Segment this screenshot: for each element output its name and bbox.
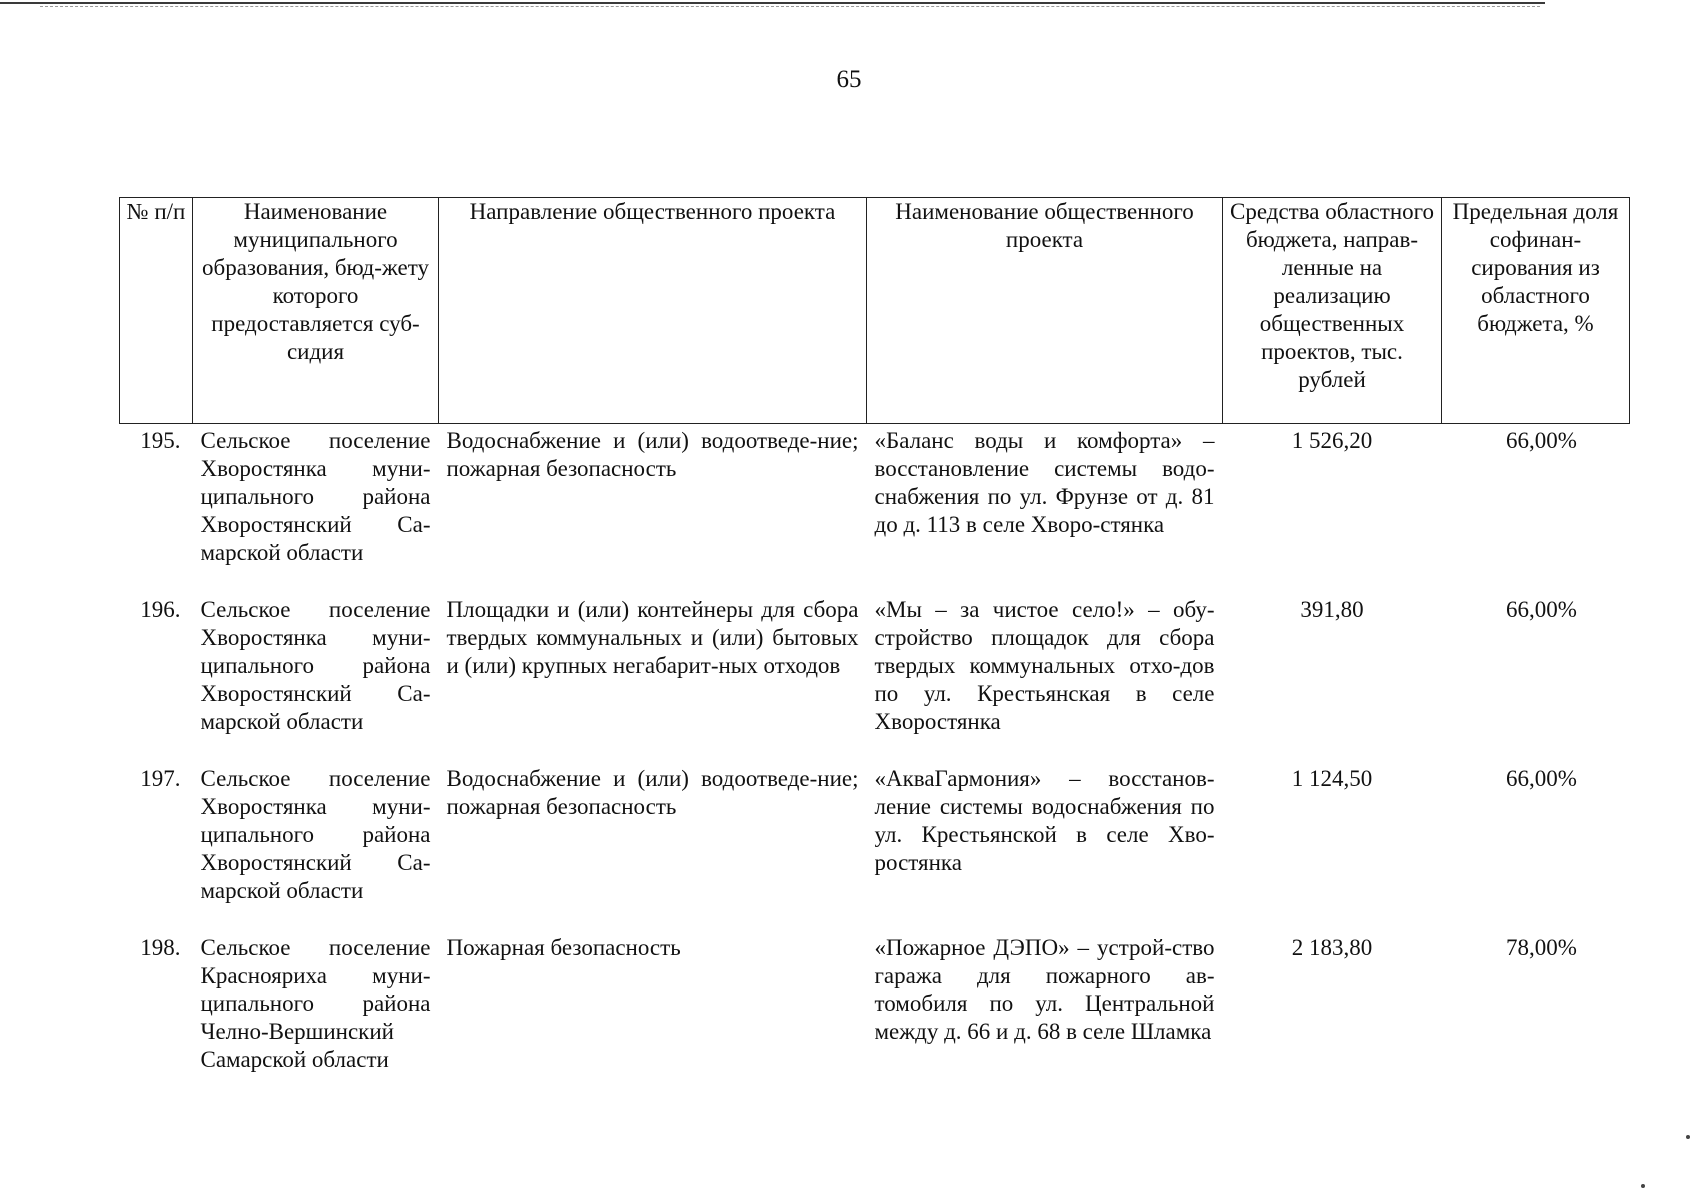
share-cell: 78,00% bbox=[1506, 935, 1577, 960]
project-cell: «Мы – за чистое село!» – обу-стройство площадок для сбора твердых коммунальных отхо-дов по ул. Крестьянская в селе Хворостянка bbox=[874, 597, 1215, 734]
direction-cell: Площадки и (или) контейнеры для сбора твердых коммунальных и (или) бытовых и (или) крупных негабарит-ных отходов bbox=[446, 597, 859, 678]
header-municipality: Наименование муниципального образования, бюд-жету которого предоставляется суб-сидия bbox=[193, 198, 439, 424]
project-cell: «АкваГармония» – восстанов-ление системы водоснабжения по ул. Крестьянской в селе Хво-ростянка bbox=[874, 766, 1215, 875]
scan-edge-line bbox=[0, 2, 1545, 4]
share-cell: 66,00% bbox=[1506, 766, 1577, 791]
table-body bbox=[120, 424, 1630, 1101]
amount-cell: 1 124,50 bbox=[1291, 766, 1373, 791]
table-row bbox=[120, 931, 1630, 1100]
page-number: 65 bbox=[836, 66, 862, 93]
direction-cell: Водоснабжение и (или) водоотведе-ние; пожарная безопасность bbox=[446, 428, 859, 481]
municipality-cell: Сельское поселение Хворостянка муни-ципального района Хворостянский Са-марской области bbox=[200, 428, 431, 565]
amount-cell: 2 183,80 bbox=[1291, 935, 1373, 960]
table-row bbox=[120, 762, 1630, 931]
project-cell: «Баланс воды и комфорта» – восстановление системы водо-снабжения по ул. Фрунзе от д. 81 до д. 113 в селе Хворо-стянка bbox=[874, 428, 1215, 537]
scan-edge-artifact bbox=[40, 6, 1540, 7]
share-cell: 66,00% bbox=[1506, 428, 1577, 453]
header-direction: Направление общественного проекта bbox=[439, 198, 867, 424]
municipality-cell: Сельское поселение Краснояриха муни-ципального района Челно-Вершинский Самарской области bbox=[200, 935, 431, 1072]
subsidy-table bbox=[119, 197, 1630, 1100]
direction-cell: Водоснабжение и (или) водоотведе-ние; пожарная безопасность bbox=[446, 766, 859, 819]
row-number: 196. bbox=[140, 597, 181, 622]
project-cell: «Пожарное ДЭПО» – устрой-ство гаража для пожарного ав-томобиля по ул. Центральной между д. 66 и д. 68 в селе Шламка bbox=[874, 935, 1215, 1044]
table-row bbox=[120, 424, 1630, 594]
header-amount: Средства областного бюджета, направ-ленные на реализацию общественных проектов, тыс. рублей bbox=[1223, 198, 1442, 424]
header-number: № п/п bbox=[120, 198, 193, 424]
table-row bbox=[120, 593, 1630, 762]
amount-cell: 1 526,20 bbox=[1291, 428, 1373, 453]
row-number: 195. bbox=[140, 428, 181, 453]
municipality-cell: Сельское поселение Хворостянка муни-ципального района Хворостянский Са-марской области bbox=[200, 766, 431, 903]
header-row bbox=[120, 198, 1630, 424]
row-number: 197. bbox=[140, 766, 181, 791]
amount-cell: 391,80 bbox=[1300, 597, 1364, 622]
direction-cell: Пожарная безопасность bbox=[446, 935, 681, 960]
table-header bbox=[120, 198, 1630, 424]
scan-speck bbox=[1686, 1135, 1690, 1139]
row-number: 198. bbox=[140, 935, 181, 960]
municipality-cell: Сельское поселение Хворостянка муни-ципального района Хворостянский Са-марской области bbox=[200, 597, 431, 734]
scan-speck bbox=[1641, 1184, 1645, 1188]
header-project: Наименование общественного проекта bbox=[867, 198, 1223, 424]
share-cell: 66,00% bbox=[1506, 597, 1577, 622]
header-share: Предельная доля софинан-сирования из областного бюджета, % bbox=[1442, 198, 1630, 424]
